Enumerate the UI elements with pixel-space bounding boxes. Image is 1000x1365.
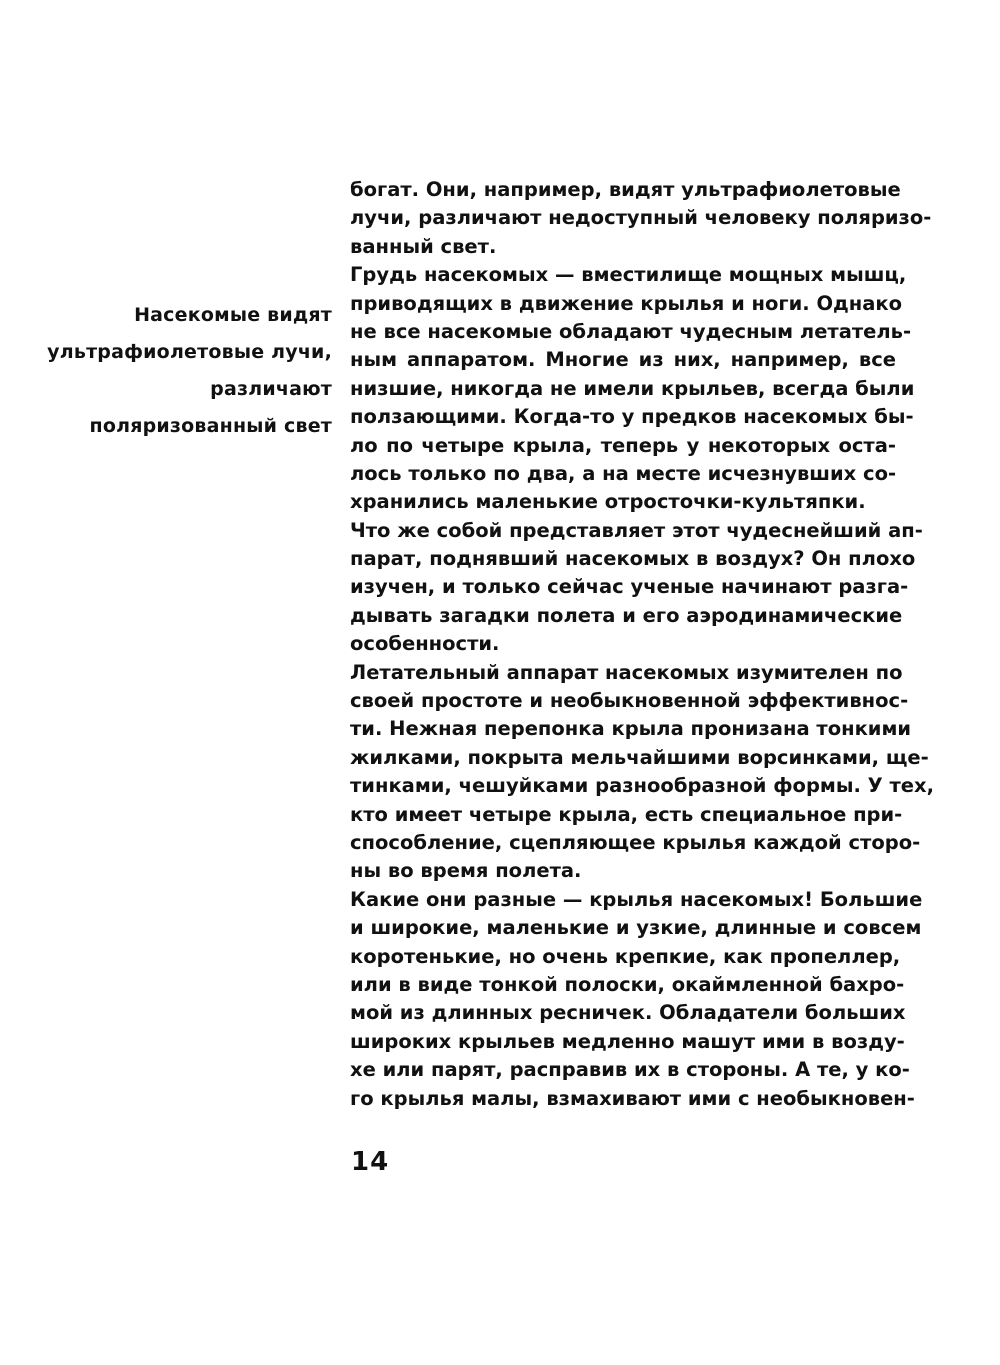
text-line: тинками, чешуйками разнообразной формы. У тех, (350, 774, 935, 798)
text-line: жилками, покрыта мельчайшими ворсинками, ще- (350, 745, 929, 769)
text-line: не все насекомые обладают чудесным летатель- (350, 319, 912, 343)
text-line: ным аппаратом. Многие из них, например, все (350, 348, 896, 372)
text-line: хе или парят, расправив их в стороны. А те, у ко- (350, 1058, 910, 1082)
text-line: или в виде тонкой полоски, окаймленной бахро- (350, 972, 905, 996)
text-line: ванный свет. (350, 234, 497, 258)
text-line: своей простоте и необыкновенной эффективнос- (350, 689, 909, 713)
margin-note-line: ультрафиолетовые лучи, (47, 341, 332, 363)
text-line: го крылья малы, взмахивают ими с необыкновен- (350, 1086, 915, 1110)
text-line: лучи, различают недоступный человеку поляризо- (350, 206, 932, 230)
text-line: коротенькие, но очень крепкие, как пропеллер, (350, 944, 901, 968)
text-line: Грудь насекомых — вместилище мощных мышц, (350, 263, 907, 287)
page-number: 14 (351, 1147, 390, 1177)
text-line: богат. Они, например, видят ультрафиолетовые (350, 178, 901, 201)
text-line: ло по четыре крыла, теперь у некоторых оста- (350, 433, 896, 457)
text-line: Какие они разные — крылья насекомых! Большие (350, 887, 923, 911)
text-line: и широкие, маленькие и узкие, длинные и совсем (350, 916, 922, 940)
text-line: особенности. (350, 632, 500, 656)
body-text (350, 176, 935, 1113)
text-line: мой из длинных ресничек. Обладатели больших (350, 1001, 906, 1025)
margin-note-line: различают (210, 378, 332, 400)
text-line: ти. Нежная перепонка крыла пронизана тонкими (350, 717, 912, 741)
text-line: способление, сцепляющее крылья каждой сторо- (350, 830, 921, 854)
text-line: ползающими. Когда-то у предков насекомых бы- (350, 405, 914, 429)
text-line: кто имеет четыре крыла, есть специальное при- (350, 802, 903, 826)
text-line: Летательный аппарат насекомых изумителен по (350, 660, 903, 684)
text-line: широких крыльев медленно машут ими в возду- (350, 1029, 905, 1053)
margin-note (40, 297, 332, 445)
text-line: ны во время полета. (350, 859, 582, 883)
margin-note-line: поляризованный свет (89, 415, 332, 437)
text-line: приводящих в движение крылья и ноги. Однако (350, 291, 903, 315)
text-line: дывать загадки полета и его аэродинамические (350, 603, 903, 627)
margin-note-line: Насекомые видят (134, 304, 332, 326)
text-line: хранились маленькие отросточки-культяпки. (350, 490, 866, 514)
text-line: изучен, и только сейчас ученые начинают разга- (350, 575, 909, 599)
text-line: Что же собой представляет этот чудеснейший ап- (350, 518, 923, 542)
text-line: парат, поднявший насекомых в воздух? Он плохо (350, 547, 916, 571)
text-line: лось только по два, а на месте исчезнувших со- (350, 461, 897, 485)
text-line: низшие, никогда не имели крыльев, всегда были (350, 376, 915, 400)
